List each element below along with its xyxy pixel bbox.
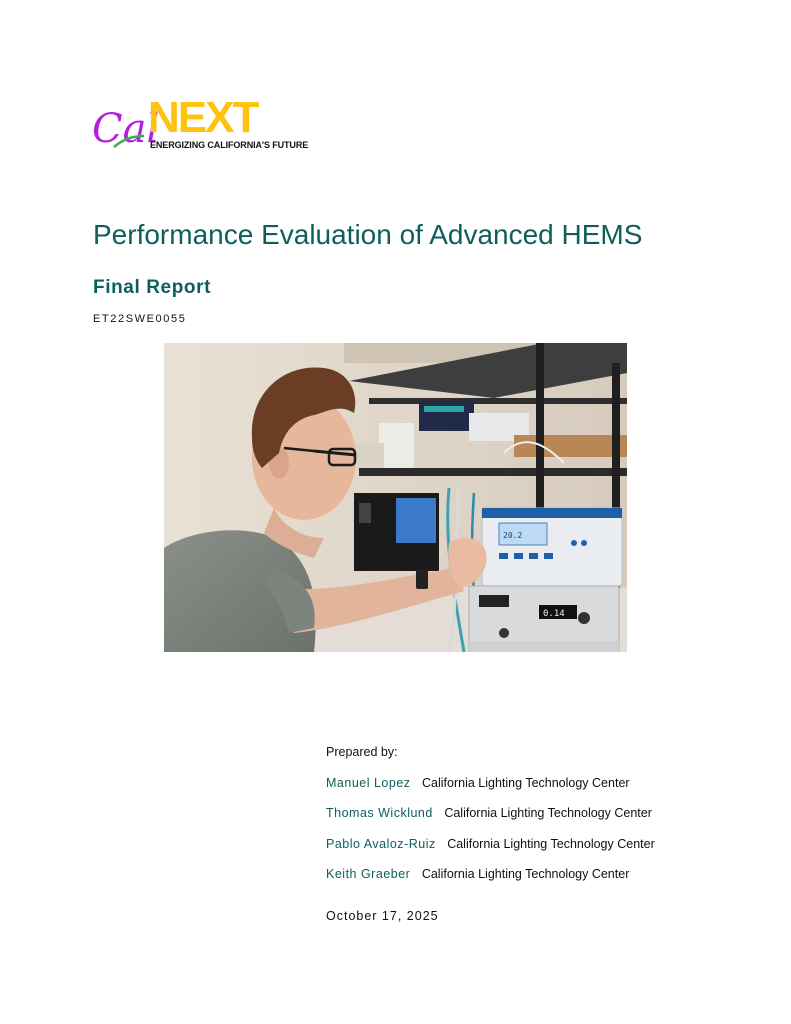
report-code: ET22SWE0055 <box>93 313 187 325</box>
author-org: California Lighting Technology Center <box>447 837 655 851</box>
logo-cal-text: Cal <box>92 106 160 152</box>
calnext-logo <box>92 92 312 154</box>
author-org: California Lighting Technology Center <box>422 776 630 790</box>
author-row <box>326 867 629 881</box>
meter-display-text: 0.14 <box>543 609 565 619</box>
author-row <box>326 806 652 820</box>
author-org: California Lighting Technology Center <box>444 806 652 820</box>
author-name: Pablo Avaloz-Ruiz <box>326 837 436 851</box>
lab-photo-illustration <box>164 343 627 652</box>
logo-next-text: NEXT <box>148 93 258 142</box>
author-name: Manuel Lopez <box>326 776 411 790</box>
author-row <box>326 776 630 790</box>
cover-photo <box>164 343 627 652</box>
author-name: Thomas Wicklund <box>326 806 433 820</box>
report-title: Performance Evaluation of Advanced HEMS <box>93 219 643 250</box>
report-date: October 17, 2025 <box>326 909 439 923</box>
author-name: Keith Graeber <box>326 867 411 881</box>
author-org: California Lighting Technology Center <box>421 867 630 881</box>
logo-tagline: ENERGIZING CALIFORNIA'S FUTURE <box>150 140 309 150</box>
author-row <box>326 837 655 851</box>
report-subtitle: Final Report <box>93 277 212 298</box>
device-display-text: 20.2 <box>503 531 523 540</box>
prepared-by-label: Prepared by: <box>326 745 398 759</box>
